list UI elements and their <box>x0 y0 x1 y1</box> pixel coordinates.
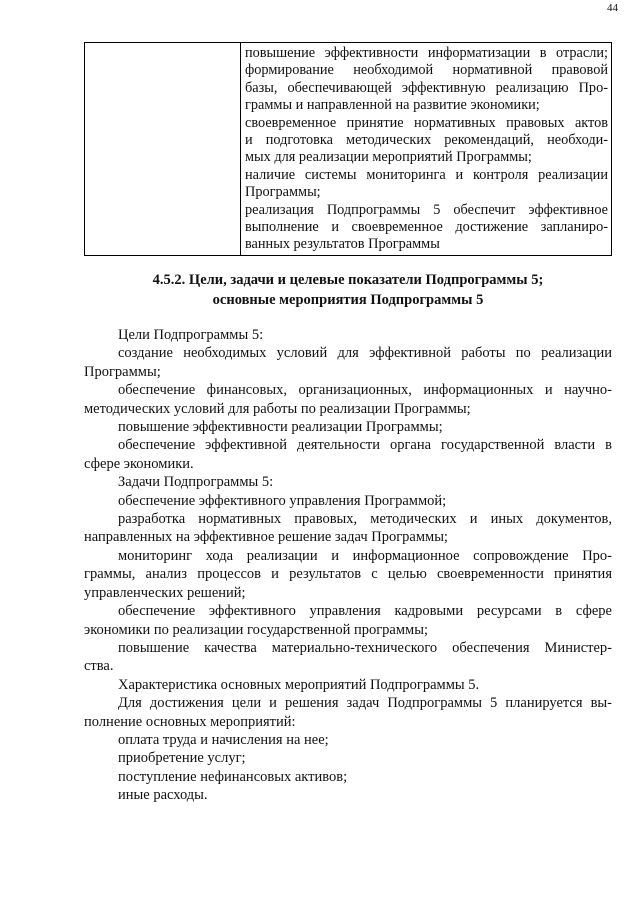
section-heading <box>84 270 612 310</box>
body-line: обеспечение финансовых, организационных, информационных и научно- <box>118 382 612 399</box>
body-line: иные расходы. <box>118 787 208 804</box>
continuation-table <box>84 42 612 256</box>
body-line: обеспечение эффективной деятельности органа государственной власти в <box>118 437 612 454</box>
body-line: управленческих решений; <box>84 584 246 601</box>
table-cell-line: ванных результатов Программы <box>245 236 440 253</box>
table-cell-line: мых для реализации мероприятий Программы; <box>245 149 532 166</box>
body-line: оплата труда и начисления на нее; <box>118 731 329 748</box>
body-line: граммы, анализ процессов и результатов с целью своевременности принятия <box>84 566 612 583</box>
body-line: методических условий для работы по реализации Программы; <box>84 400 471 417</box>
body-line: приобретение услуг; <box>118 750 246 767</box>
table-cell-line: и подготовка методических рекомендаций, необходи- <box>245 132 608 149</box>
table-cell-line: граммы и направленной на развитие экономики; <box>245 97 540 114</box>
table-cell-line: базы, обеспечивающей эффективную реализацию Про- <box>245 79 608 96</box>
table-cell-line: своевременное принятие нормативных правовых актов <box>245 114 608 131</box>
body-line: Цели Подпрограммы 5: <box>118 327 264 343</box>
heading-line-2: основные мероприятия Подпрограммы 5 <box>212 292 484 308</box>
table-cell-line: реализация Подпрограммы 5 обеспечит эффективное <box>245 201 608 218</box>
body-line: повышение качества материально-технического обеспечения Министер- <box>118 639 612 656</box>
body-line: Программы; <box>84 363 161 380</box>
body-line: поступление нефинансовых активов; <box>118 768 348 785</box>
table-cell-line: формирование необходимой нормативной правовой <box>245 62 608 79</box>
table-cell-line: повышение эффективности информатизации в отрасли; <box>245 45 608 61</box>
body-line: Характеристика основных мероприятий Подпрограммы 5. <box>118 676 480 693</box>
table-right-cell <box>241 43 611 255</box>
table-cell-line: наличие системы мониторинга и контроля реализации <box>245 166 608 183</box>
table-left-cell <box>85 43 241 255</box>
body-line: обеспечение эффективного управления Программой; <box>118 492 447 509</box>
body-line: повышение эффективности реализации Программы; <box>118 419 443 436</box>
table-cell-line: выполнение и своевременное достижение запланиро- <box>245 219 608 236</box>
body-line: мониторинг хода реализации и информационное сопровождение Про- <box>118 547 612 564</box>
table-cell-line: Программы; <box>245 184 321 201</box>
heading-line-1: 4.5.2. Цели, задачи и целевые показатели Подпрограммы 5; <box>152 272 544 288</box>
body-line: создание необходимых условий для эффективной работы по реализации <box>118 345 612 362</box>
body-line: Задачи Подпрограммы 5: <box>118 474 274 491</box>
body-line: ства. <box>84 658 114 675</box>
body-line: направленных на эффективное решение задач Программы; <box>84 529 448 546</box>
body-line: разработка нормативных правовых, методических и иных документов, <box>118 511 612 528</box>
body-line: экономики по реализации государственной программы; <box>84 621 428 638</box>
body-text <box>84 326 612 805</box>
body-line: сфере экономики. <box>84 455 194 472</box>
body-line: обеспечение эффективного управления кадровыми ресурсами в сфере <box>118 603 612 620</box>
body-line: Для достижения цели и решения задач Подпрограммы 5 планируется вы- <box>118 695 612 712</box>
page-number: 44 <box>607 2 618 14</box>
body-line: полнение основных мероприятий: <box>84 713 296 730</box>
